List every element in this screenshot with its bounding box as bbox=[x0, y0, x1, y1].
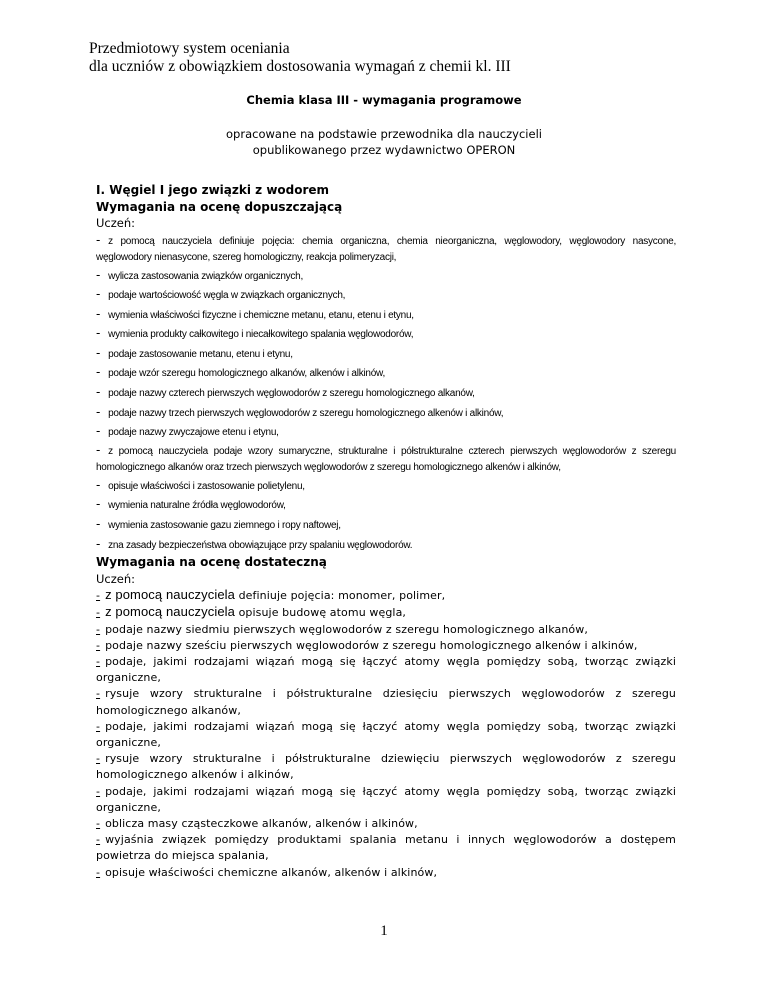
list-item-text: podaje nazwy zwyczajowe etenu i etynu, bbox=[108, 427, 279, 439]
dash: - bbox=[96, 719, 101, 733]
list-item-text: podaje nazwy trzech pierwszych węglowodorów z szeregu homologicznego alkenów i alkinów, bbox=[108, 407, 504, 419]
list-item-text: wymienia właściwości fizyczne i chemiczne metanu, etanu, etenu i etynu, bbox=[108, 309, 414, 321]
list-item-text: z pomocą nauczyciela podaje wzory sumaryczne, strukturalne i półstrukturalne czterech pierwszych węglowodorów z szeregu homologicznego alkanów oraz trzech pierwszych węglowodorów z szeregu homologicznego alkenów i alkinów, bbox=[96, 445, 676, 473]
heading-dostateczna: Wymagania na ocenę dostateczną bbox=[96, 555, 327, 570]
prefix-text: z pomocą nauczyciela bbox=[105, 587, 235, 603]
dash: - bbox=[96, 752, 101, 766]
page-number: 1 bbox=[380, 923, 388, 939]
dash: - bbox=[96, 231, 101, 247]
list-item bbox=[96, 422, 676, 442]
header-line-1: Przedmiotowy system oceniania bbox=[89, 40, 290, 57]
dash: - bbox=[96, 384, 101, 400]
list-item-text: z pomocą nauczyciela definiuje pojęcia: chemia organiczna, chemia nieorganiczna, węglowodory, węglowodory nasycone, węglowodory nienasycone, szereg homologiczny, reakcja polimeryzacji, bbox=[96, 235, 676, 263]
list-item-text: rysuje wzory strukturalne i półstrukturalne dziesięciu pierwszych węglowodorów z szeregu homologicznego alkanów, bbox=[96, 687, 676, 717]
list-item bbox=[96, 442, 676, 476]
dash: - bbox=[96, 865, 101, 879]
dash: - bbox=[96, 286, 101, 302]
list-item-text: podaje wartościowość węgla w związkach organicznych, bbox=[108, 290, 346, 302]
list-item-text: podaje wzór szeregu homologicznego alkanów, alkenów i alkinów, bbox=[108, 368, 385, 380]
list-item bbox=[96, 495, 676, 515]
section-body bbox=[96, 182, 676, 881]
list-item bbox=[96, 535, 676, 555]
dash: - bbox=[96, 423, 101, 439]
dash: - bbox=[96, 833, 101, 847]
dash: - bbox=[96, 344, 101, 360]
list-item bbox=[96, 285, 676, 305]
list-item bbox=[96, 403, 676, 423]
list-item bbox=[96, 587, 676, 604]
list-item bbox=[96, 865, 676, 881]
list-item bbox=[96, 604, 676, 621]
subtitle-line-1: opracowane na podstawie przewodnika dla nauczycieli bbox=[226, 127, 542, 141]
dash: - bbox=[96, 817, 101, 831]
list-item-text: wylicza zastosowania związków organicznych, bbox=[108, 270, 303, 282]
list-item bbox=[96, 719, 676, 751]
list-item-text: opisuje budowę atomu węgla, bbox=[234, 606, 407, 620]
list-item bbox=[96, 324, 676, 344]
dash: - bbox=[96, 325, 101, 341]
uczen-label: Uczeń: bbox=[96, 216, 136, 230]
dash: - bbox=[96, 364, 101, 380]
list-item bbox=[96, 266, 676, 286]
dash: - bbox=[96, 496, 101, 512]
list-item bbox=[96, 476, 676, 496]
section-title: I. Węgiel I jego związki z wodorem bbox=[96, 183, 330, 197]
list-item-text: podaje nazwy czterech pierwszych węglowodorów z szeregu homologicznego alkanów, bbox=[108, 388, 475, 400]
list-item bbox=[96, 832, 676, 864]
list-item-text: podaje zastosowanie metanu, etenu i etynu, bbox=[108, 348, 293, 360]
list-item-text: zna zasady bezpieczeństwa obowiązujące przy spalaniu węglowodorów. bbox=[108, 539, 413, 551]
dash: - bbox=[96, 589, 101, 603]
document-title: Chemia klasa III - wymagania programowe bbox=[246, 93, 522, 107]
list-item-text: podaje, jakimi rodzajami wiązań mogą się łączyć atomy węgla pomiędzy sobą, tworząc związki organiczne, bbox=[96, 655, 676, 685]
subtitle-line-2: opublikowanego przez wydawnictwo OPERON bbox=[252, 143, 516, 157]
list-item bbox=[96, 515, 676, 535]
dash: - bbox=[96, 516, 101, 532]
list-item-text: wymienia naturalne źródła węglowodorów, bbox=[108, 500, 286, 512]
uczen-label: Uczeń: bbox=[96, 571, 136, 586]
list-item-text: definiuje pojęcia: monomer, polimer, bbox=[234, 589, 446, 603]
list-item bbox=[96, 383, 676, 403]
list-item-text: wymienia produkty całkowitego i niecałkowitego spalania węglowodorów, bbox=[108, 329, 414, 341]
dash: - bbox=[96, 476, 101, 492]
dash: - bbox=[96, 622, 101, 636]
list-item-text: podaje nazwy siedmiu pierwszych węglowodorów z szeregu homologicznego alkanów, bbox=[105, 622, 588, 636]
list-item bbox=[96, 686, 676, 718]
dash: - bbox=[96, 305, 101, 321]
list-item bbox=[96, 654, 676, 686]
list-item-text: oblicza masy cząsteczkowe alkanów, alkenów i alkinów, bbox=[105, 817, 418, 831]
dash: - bbox=[96, 535, 101, 551]
list-item-text: opisuje właściwości i zastosowanie polietylenu, bbox=[108, 480, 305, 492]
dash: - bbox=[96, 687, 101, 701]
dash: - bbox=[96, 638, 101, 652]
dash: - bbox=[96, 441, 101, 457]
list-item-text: rysuje wzory strukturalne i półstrukturalne dziewięciu pierwszych węglowodorów z szeregu homologicznego alkenów i alkinów, bbox=[96, 752, 676, 782]
dash: - bbox=[96, 784, 101, 798]
list-item bbox=[96, 638, 676, 654]
list-item-text: wyjaśnia związek pomiędzy produktami spalania metanu i innych węglowodorów a dostępem powietrza do miejsca spalania, bbox=[96, 833, 676, 863]
dash: - bbox=[96, 606, 101, 620]
list-item bbox=[96, 784, 676, 816]
list-item-text: podaje nazwy sześciu pierwszych węglowodorów z szeregu homologicznego alkenów i alkinów, bbox=[105, 638, 638, 652]
list-item bbox=[96, 305, 676, 325]
list-dostateczna bbox=[96, 587, 676, 881]
list-item bbox=[96, 363, 676, 383]
dash: - bbox=[96, 655, 101, 669]
list-item bbox=[96, 622, 676, 638]
list-item bbox=[96, 232, 676, 266]
heading-dopuszczajaca: Wymagania na ocenę dopuszczającą bbox=[96, 199, 343, 214]
prefix-text: z pomocą nauczyciela bbox=[105, 604, 235, 620]
list-item bbox=[96, 751, 676, 783]
dash: - bbox=[96, 266, 101, 282]
dash: - bbox=[96, 403, 101, 419]
list-item-text: podaje, jakimi rodzajami wiązań mogą się łączyć atomy węgla pomiędzy sobą, tworząc związki organiczne, bbox=[96, 784, 676, 814]
list-item-text: podaje, jakimi rodzajami wiązań mogą się łączyć atomy węgla pomiędzy sobą, tworząc związki organiczne, bbox=[96, 719, 676, 750]
list-item bbox=[96, 816, 676, 832]
list-dopuszczajaca bbox=[96, 232, 676, 555]
list-item-text: opisuje właściwości chemiczne alkanów, alkenów i alkinów, bbox=[105, 865, 438, 879]
header-line-2: dla uczniów z obowiązkiem dostosowania wymagań z chemii kl. III bbox=[89, 58, 511, 75]
list-item bbox=[96, 344, 676, 364]
list-item-text: wymienia zastosowanie gazu ziemnego i ropy naftowej, bbox=[108, 520, 341, 532]
